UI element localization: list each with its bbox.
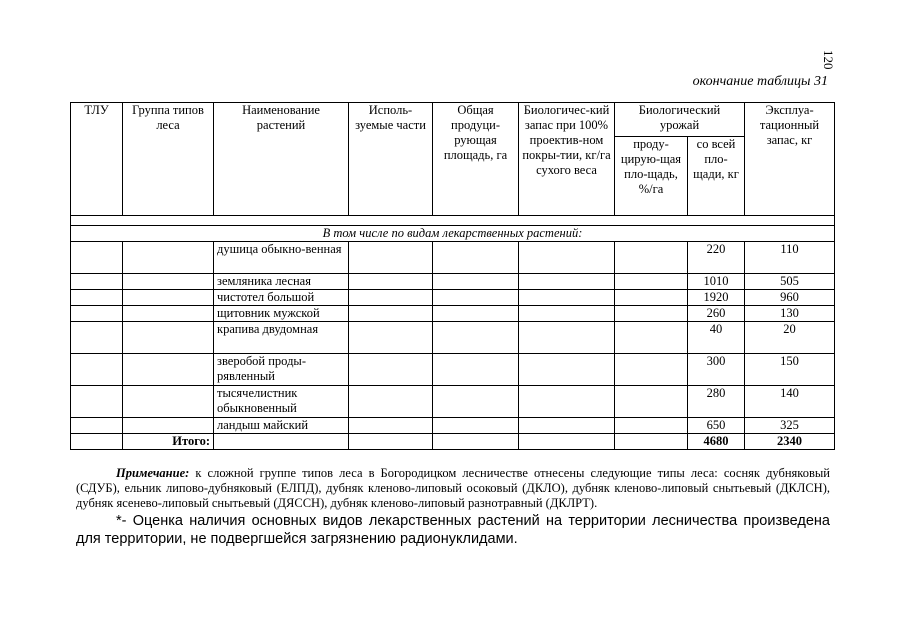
total-exploitation-value: 2340 xyxy=(745,434,835,450)
table-row xyxy=(71,274,835,290)
plant-name: душица обыкно-венная xyxy=(214,242,349,274)
header-used-parts: Исполь-зуемые части xyxy=(349,103,433,216)
total-row xyxy=(71,434,835,450)
plant-name: зверобой проды-рявленный xyxy=(214,354,349,386)
yield-total-value: 1010 xyxy=(688,274,745,290)
yield-total-value: 1920 xyxy=(688,290,745,306)
header-plant-name: Наименование растений xyxy=(214,103,349,216)
header-tlu: ТЛУ xyxy=(71,103,123,216)
header-biological-yield: Биологический урожай xyxy=(615,103,745,137)
table-row xyxy=(71,322,835,354)
header-exploitation-stock: Эксплуа-тационный запас, кг xyxy=(745,103,835,216)
plant-name: земляника лесная xyxy=(214,274,349,290)
header-forest-group: Группа типов леса xyxy=(123,103,214,216)
table-row xyxy=(71,354,835,386)
header-producing-area: Общая продуци-рующая площадь, га xyxy=(433,103,519,216)
exploitation-value: 130 xyxy=(745,306,835,322)
exploitation-value: 505 xyxy=(745,274,835,290)
table-row xyxy=(71,418,835,434)
yield-total-value: 40 xyxy=(688,322,745,354)
note-text: к сложной группе типов леса в Богородицком лесничестве отнесены следующие типы леса: сосняк дубняковый (СДУБ), ельник липово-дубняковый (ЕЛПД), дубняк кленово-липовый осоковый (ДКЛО), дубняк кленово-липовый снытьевый (ДКЛСН), дубняк ясенево-липовый снытьевый (ДЯССН), дубняк кленово-липовый разнотравный (ДКЛРТ). xyxy=(76,466,830,510)
exploitation-value: 150 xyxy=(745,354,835,386)
plant-name: тысячелистник обыкновенный xyxy=(214,386,349,418)
plant-name: ландыш майский xyxy=(214,418,349,434)
header-biological-stock: Биологичес-кий запас при 100% проектив-ном покры-тии, кг/га сухого веса xyxy=(519,103,615,216)
page-number: 120 xyxy=(821,50,836,70)
header-yield-total: со всей пло-щади, кг xyxy=(688,137,745,216)
table-continuation-title: окончание таблицы 31 xyxy=(692,74,828,89)
exploitation-value: 140 xyxy=(745,386,835,418)
plant-name: чистотел большой xyxy=(214,290,349,306)
section-title: В том числе по видам лекарственных растений: xyxy=(71,226,835,242)
header-yield-area: проду-цирую-щая пло-щадь, %/га xyxy=(615,137,688,216)
plant-name: щитовник мужской xyxy=(214,306,349,322)
table-row xyxy=(71,306,835,322)
exploitation-value: 960 xyxy=(745,290,835,306)
exploitation-value: 325 xyxy=(745,418,835,434)
table-row xyxy=(71,242,835,274)
medicinal-plants-table xyxy=(70,102,835,450)
yield-total-value: 280 xyxy=(688,386,745,418)
yield-total-value: 260 xyxy=(688,306,745,322)
table-row xyxy=(71,386,835,418)
note-label: Примечание: xyxy=(116,466,190,480)
table-row xyxy=(71,290,835,306)
yield-total-value: 300 xyxy=(688,354,745,386)
plant-name: крапива двудомная xyxy=(214,322,349,354)
total-yield-value: 4680 xyxy=(688,434,745,450)
table-note xyxy=(76,466,830,511)
exploitation-value: 20 xyxy=(745,322,835,354)
yield-total-value: 650 xyxy=(688,418,745,434)
exploitation-value: 110 xyxy=(745,242,835,274)
footnote: *- Оценка наличия основных видов лекарственных растений на территории лесничества произведена для территории, не подвергшейся загрязнению радионуклидами. xyxy=(76,513,830,547)
total-label: Итого: xyxy=(123,434,214,450)
yield-total-value: 220 xyxy=(688,242,745,274)
